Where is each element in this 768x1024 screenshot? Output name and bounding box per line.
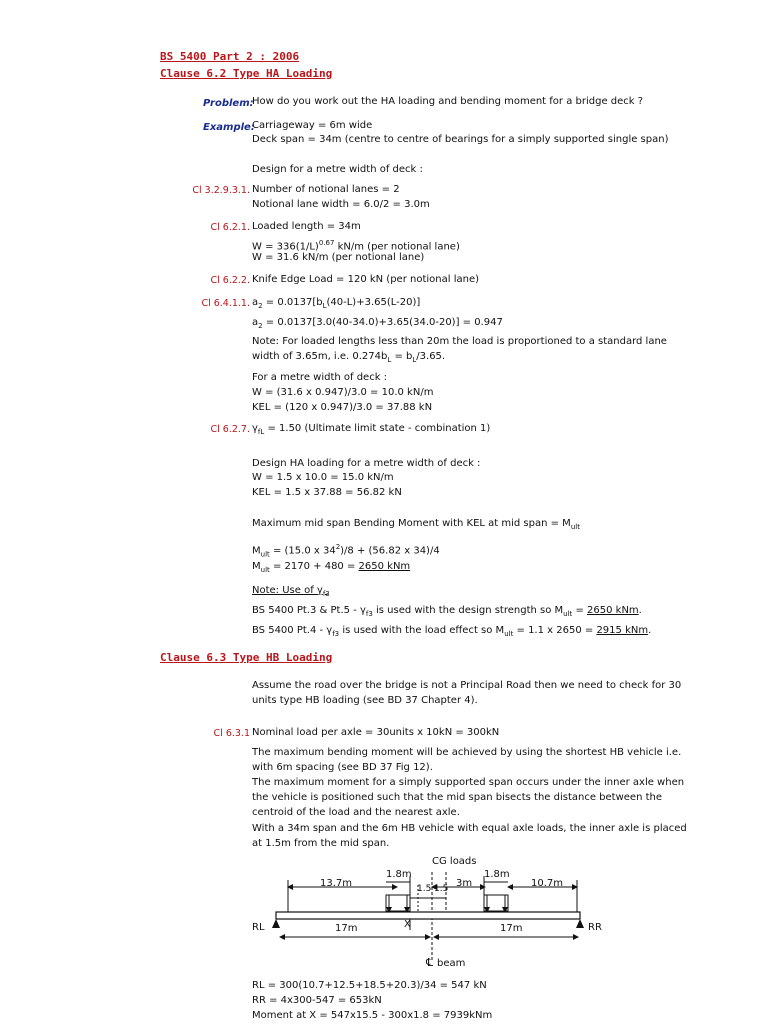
lanes-line-2: Notional lane width = 6.0/2 = 3.0m [252,199,430,210]
hb-para-3a: The maximum moment for a simply supported span occurs under the inner axle when [252,777,685,788]
hb-para-4b: at 1.5m from the mid span. [252,838,390,849]
beam [276,912,580,919]
clause-ref-6-4-1-1: Cl 6.4.1.1. [201,298,250,309]
knife-edge-load: Knife Edge Load = 120 kN (per notional lane) [252,274,479,285]
hb-para-3b: the vehicle is positioned such that the mid span bisects the distance between the [252,792,662,803]
dim-1-8-left-label: 1.8m [386,869,412,880]
dim-1-5-right-label: 1.5 [434,884,449,894]
a2-value: $a_2 = 0.0137[3.0(40-34.0)+3.65(34.0-20)] = 0.947$ [252,317,503,330]
clause-ref-6-2-1: Cl 6.2.1. [210,222,250,233]
loaded-line-1: Loaded length = 34m [252,221,361,232]
metre-heading: For a metre width of deck : [252,372,388,383]
loaded-line-2: $W = 336(1/L)^{0.67}$ kN/m (per notional lane) [252,239,460,253]
moment-line-1: $M_{ult} = (15.0$ x $34^2)/8 + (56.82$ x 34)/4 [252,543,440,559]
a2-note-line-1: Note: For loaded lengths less than 20m the load is proportioned to a standard lane [252,336,667,347]
ha-design-kel: KEL = 1.5 x 37.88 = 56.82 kN [252,487,402,498]
point-x-label: X [404,919,411,930]
a2-note-line-2: width of 3.65m, i.e. $0.274b_L = b_L/3.65$. [252,351,446,364]
use-note-line-1: BS 5400 Pt.3 & $Pt.5 - \gamma_{f3}$ is used with the design strength so $M_{ult} = 2650$ kNm. [252,605,642,618]
clause-ref-6-2-2: Cl 6.2.2. [210,275,250,286]
a2-formula: $a_2 = 0.0137[b_L(40-L)+3.65(L-20)]$ [252,297,421,310]
use-note-line-2: BS 5400 $Pt.4 - \gamma_{f3}$ is used with the load effect so $M_{ult} = 1.1$ x 2650 = 2915 kNm. [252,625,652,638]
hb-para-1b: units type HB loading (see BD 37 Chapter 4). [252,695,478,706]
example-line-1: Carriageway = 6m wide [252,120,373,131]
support-right [576,919,584,928]
dim-13-7-label: 13.7m [320,878,353,889]
hb-para-2b: with 6m spacing (see BD 37 Fig 12). [252,762,433,773]
hb-para-4a: With a 34m span and the 6m HB vehicle with equal axle loads, the inner axle is placed [252,823,687,834]
hb-para-3c: centroid of the load and the nearest axle. [252,807,460,818]
dim-17m-right-label: 17m [500,923,523,934]
metre-w: W = (31.6 x 0.947)/3.0 = 10.0 kN/m [252,387,434,398]
centerline-symbol: ℄ [426,956,434,969]
hb-nominal-load: Nominal load per axle = 30units x 10kN = 300kN [252,727,500,738]
lanes-line-1: Number of notional lanes = 2 [252,184,400,195]
hb-para-1a: Assume the road over the bridge is not a Principal Road then we need to check for 30 [252,680,682,691]
result-rl: RL = 300(10.7+12.5+18.5+20.3)/34 = 547 kN [252,980,487,991]
rr-label: RR [588,922,602,933]
gamma-fl: $\gamma_{fL} = 1.50$ (Ultimate limit state - combination 1) [252,423,491,436]
problem-label: Problem: [203,98,254,109]
ha-design-heading: Design HA loading for a metre width of deck : [252,458,481,469]
metre-kel: KEL = (120 x 0.947)/3.0 = 37.88 kN [252,402,433,413]
hb-para-2a: The maximum bending moment will be achieved by using the shortest HB vehicle i.e. [252,747,682,758]
use-note-title: Note: Use of $\gamma_{f3}$ [252,585,330,598]
dim-3m-label: 3m [456,878,473,889]
ha-design-w: W = 1.5 x 10.0 = 15.0 kN/m [252,472,394,483]
problem-text: How do you work out the HA loading and bending moment for a bridge deck ? [252,96,644,107]
example-label: Example: [203,122,255,133]
dim-10-7-label: 10.7m [531,878,564,889]
standard-title: BS 5400 Part 2 : 2006 [160,50,300,63]
clause-ref-3-2-9-3-1: Cl 3.2.9.3.1. [192,185,250,196]
dim-1-5-left-label: 1.5 [417,884,432,894]
clause-6-3-heading: Clause 6.3 Type HB Loading [160,651,333,664]
clause-ref-6-3-1: Cl 6.3.1 [213,728,250,739]
axle-pair-left-box [386,895,410,911]
example-line-2: Deck span = 34m (centre to centre of bearings for a simply supported single span) [252,134,669,145]
support-left [272,919,280,928]
moment-line-2: $M_{ult} = 2170 + 480 = 2650$ kNm [252,561,411,574]
rl-label: RL [252,922,265,933]
beam-label: beam [437,958,466,969]
result-moment-x: Moment at X = 547x15.5 - 300x1.8 = 7939kNm [252,1010,493,1021]
cg-loads-label: CG loads [432,856,477,867]
clause-ref-6-2-7: Cl 6.2.7. [210,424,250,435]
axle-pair-right-box [484,895,508,911]
result-rr: RR = 4x300-547 = 653kN [252,995,382,1006]
clause-6-2-heading: Clause 6.2 Type HA Loading [160,67,333,80]
dim-17m-left-label: 17m [335,923,358,934]
dim-1-8-right-label: 1.8m [484,869,510,880]
moment-intro: Maximum mid span Bending Moment with KEL at mid span = $M_{ult}$ [252,518,580,531]
design-metre-heading: Design for a metre width of deck : [252,164,423,175]
loaded-line-3: W = 31.6 kN/m (per notional lane) [252,252,425,263]
